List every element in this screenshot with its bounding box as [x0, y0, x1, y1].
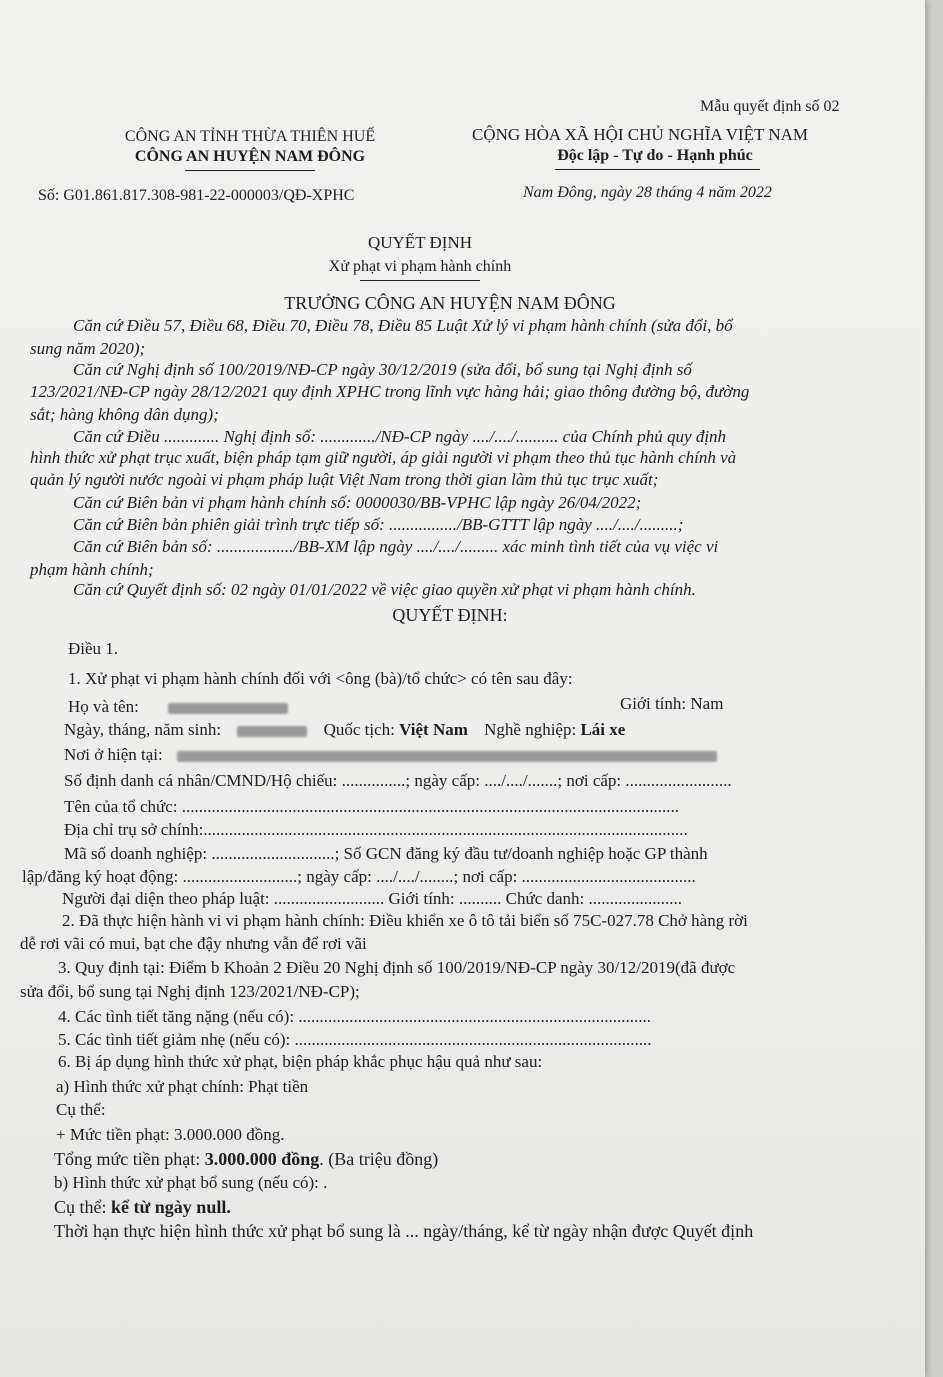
- agency-line1: CÔNG AN TỈNH THỪA THIÊN HUẾ: [124, 128, 376, 145]
- nationality-label: Quốc tịch:: [323, 720, 395, 739]
- preamble-line: Căn cứ Quyết định số: 02 ngày 01/01/2022 về việc giao quyền xử phạt vi phạm hành chính.: [73, 580, 696, 599]
- doc-subtitle: Xử phạt vi phạm hành chính: [328, 258, 512, 275]
- total-fine-row: [54, 1149, 438, 1169]
- business-code-line: Mã số doanh nghiệp: .............................; Số GCN đăng ký đầu tư/doanh nghiệp hoặc GP thành: [64, 844, 708, 863]
- gender-row: [620, 694, 723, 714]
- job-value: Lái xe: [580, 720, 626, 739]
- redacted-name: [168, 703, 288, 714]
- regulation-line: sửa đổi, bổ sung tại Nghị định 123/2021/NĐ-CP);: [20, 982, 360, 1001]
- total-fine-label: Tổng mức tiền phạt:: [54, 1149, 201, 1169]
- preamble-line: Căn cứ Điều 57, Điều 68, Điều 70, Điều 78, Điều 85 Luật Xử lý vi phạm hành chính (sửa đổi, bổ: [73, 316, 733, 335]
- mitigating-line: 5. Các tình tiết giảm nhẹ (nếu có): ....................................................................................: [58, 1030, 652, 1049]
- gender-value: Nam: [690, 694, 724, 713]
- sanction-line: 6. Bị áp dụng hình thức xử phạt, biện pháp khắc phục hậu quả như sau:: [58, 1052, 543, 1071]
- preamble-line: 123/2021/NĐ-CP ngày 28/12/2021 quy định XPHC trong lĩnh vực hàng hải; giao thông đường bộ, đường: [30, 382, 750, 401]
- preamble-line: Căn cứ Biên bản số: ................../BB-XM lập ngày ..../..../......... xác minh tình tiết của vụ việc vi: [73, 537, 719, 556]
- redacted-dob: [237, 726, 307, 737]
- preamble-line: Căn cứ Biên bản vi phạm hành chính số: 0000030/BB-VPHC lập ngày 26/04/2022;: [73, 493, 642, 512]
- violation-line: dễ rơi vãi có mui, bạt che đậy nhưng vẫn để rơi vãi: [20, 934, 367, 953]
- preamble-line: Căn cứ Điều ............. Nghị định số: ............./NĐ-CP ngày ..../..../.......... của Chính phủ quy định: [73, 427, 727, 446]
- preamble-line: sắt; hàng không dân dụng);: [30, 405, 219, 424]
- main-sanction-line: a) Hình thức xử phạt chính: Phạt tiền: [56, 1077, 309, 1096]
- penalty-subject: 1. Xử phạt vi phạm hành chính đối với <ông (bà)/tổ chức> có tên sau đây:: [68, 669, 573, 688]
- name-label: Họ và tên:: [68, 697, 139, 716]
- agency-underline: [185, 170, 315, 171]
- dob-row: [64, 720, 625, 740]
- preamble-line: sung năm 2020);: [30, 339, 146, 358]
- total-fine-words: . (Ba triệu đồng): [319, 1149, 439, 1169]
- form-number: Mẫu quyết định số 02: [700, 98, 840, 115]
- preamble-line: Căn cứ Nghị định số 100/2019/NĐ-CP ngày 30/12/2019 (sửa đổi, bổ sung tại Nghị định số: [73, 360, 692, 379]
- agency-line2: CÔNG AN HUYỆN NAM ĐÔNG: [134, 148, 366, 165]
- dob-label: Ngày, tháng, năm sinh:: [64, 720, 222, 739]
- preamble-line: quản lý người nước ngoài vi phạm pháp luật Việt Nam trong thời gian làm thủ tục trục xuất;: [30, 470, 659, 489]
- additional-detail-value: kể từ ngày null.: [111, 1197, 231, 1217]
- preamble-line: Căn cứ Biên bản phiên giải trình trực tiếp số: ................/BB-GTTT lập ngày ..../..../.........;: [73, 515, 684, 534]
- doc-title: QUYẾT ĐỊNH: [367, 233, 473, 252]
- legal-representative-line: Người đại diện theo pháp luật: .......................... Giới tính: .......... Chức danh: ......................: [62, 889, 683, 908]
- address-row: [64, 745, 717, 765]
- business-registration-line: lập/đăng ký hoạt động: ...........................; ngày cấp: ..../..../........; nơi cấp: .........................................: [22, 867, 696, 886]
- org-address-line: Địa chỉ trụ sở chính:..................................................................................................................: [64, 820, 688, 839]
- subtitle-underline: [360, 280, 480, 281]
- motto-underline: [555, 169, 760, 170]
- name-row: [68, 697, 288, 717]
- regulation-line: 3. Quy định tại: Điểm b Khoản 2 Điều 20 Nghị định số 100/2019/NĐ-CP ngày 30/12/2019(đã được: [58, 958, 736, 977]
- fine-amount-line: + Mức tiền phạt: 3.000.000 đồng.: [56, 1125, 285, 1144]
- nation-motto: Độc lập - Tự do - Hạnh phúc: [557, 147, 753, 164]
- additional-detail-row: [54, 1197, 231, 1217]
- gender-label: Giới tính:: [620, 694, 687, 713]
- violation-line: 2. Đã thực hiện hành vi vi phạm hành chính: Điều khiển xe ô tô tải biển số 75C-027.78 Chở hàng rời: [62, 911, 748, 930]
- preamble-line: hình thức xử phạt trục xuất, biện pháp tạm giữ người, áp giải người vi phạm theo thủ tục hành chính và: [30, 448, 737, 467]
- org-name-line: Tên của tổ chức: .....................................................................................................................: [64, 797, 680, 816]
- decision-heading: QUYẾT ĐỊNH:: [392, 605, 508, 625]
- additional-detail-label: Cụ thể:: [54, 1197, 107, 1217]
- nation-title: CỘNG HÒA XÃ HỘI CHỦ NGHĨA VIỆT NAM: [471, 125, 809, 144]
- preamble-line: phạm hành chính;: [30, 560, 154, 579]
- redacted-address: [177, 751, 717, 762]
- authority-title: TRƯỞNG CÔNG AN HUYỆN NAM ĐÔNG: [284, 293, 616, 313]
- total-fine-value: 3.000.000 đồng: [204, 1149, 320, 1169]
- detail-label: Cụ thể:: [56, 1100, 106, 1119]
- term-line: Thời hạn thực hiện hình thức xử phạt bổ sung là ... ngày/tháng, kể từ ngày nhận được Quyết định: [54, 1221, 754, 1241]
- date-place: Nam Đông, ngày 28 tháng 4 năm 2022: [523, 184, 772, 201]
- id-line: Số định danh cá nhân/CMND/Hộ chiếu: ...............; ngày cấp: ..../..../.......; nơi cấp: .........................: [64, 771, 732, 790]
- article-heading: Điều 1.: [68, 639, 119, 658]
- job-label: Nghề nghiệp:: [484, 720, 577, 739]
- additional-sanction-line: b) Hình thức xử phạt bổ sung (nếu có): .: [54, 1173, 328, 1192]
- doc-number: Số: G01.861.817.308-981-22-000003/QĐ-XPHC: [38, 187, 355, 204]
- nationality-value: Việt Nam: [399, 720, 468, 739]
- aggravating-line: 4. Các tình tiết tăng nặng (nếu có): ...................................................................................: [58, 1007, 652, 1026]
- address-label: Nơi ở hiện tại:: [64, 745, 163, 764]
